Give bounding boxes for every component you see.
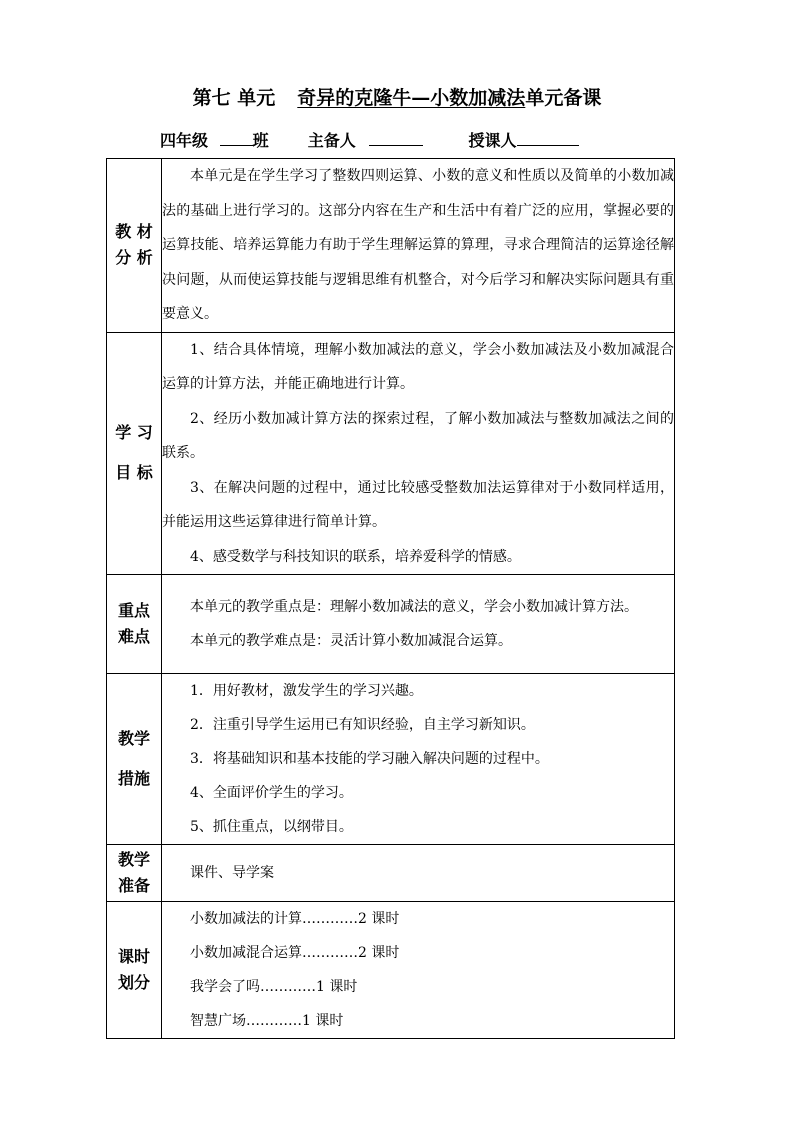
planner-blank[interactable]: [369, 131, 423, 146]
class-suffix: 班: [252, 131, 269, 150]
planner-label: 主备人: [307, 131, 356, 150]
goals-content: [162, 332, 675, 575]
measure-item: 4、全面评价学生的学习。: [190, 785, 353, 801]
prep-row: [107, 845, 675, 902]
measures-label: 教学 措施: [107, 674, 162, 845]
measures-row: [107, 674, 675, 845]
header-info: [160, 128, 680, 151]
teacher-blank[interactable]: [517, 131, 579, 146]
goal-item: 4、感受数学与科技知识的联系，培养爱科学的情感。: [190, 548, 521, 565]
goals-row: [107, 332, 675, 575]
key-point-text: 本单元的教学重点是：理解小数加减法的意义，学会小数加减计算方法。: [190, 598, 638, 615]
schedule-item: 智慧广场…………1 课时: [190, 1013, 344, 1029]
schedule-item: 我学会了吗…………1 课时: [190, 979, 358, 995]
measure-item: 2．注重引导学生运用已有知识经验，自主学习新知识。: [190, 717, 535, 733]
goal-item: 3、在解决问题的过程中，通过比较感受整数加法运算律对于小数同样适用，并能运用这些运算律进行简单计算。: [162, 479, 674, 530]
analysis-content: [162, 159, 675, 333]
title-suffix: 单元备课: [525, 87, 602, 109]
measures-content: [162, 674, 675, 845]
key-row: [107, 575, 675, 674]
measure-item: 1．用好教材，激发学生的学习兴趣。: [190, 683, 423, 699]
unit-topic: 奇异的克隆牛—小数加减法: [297, 87, 526, 109]
measure-item: 5、抓住重点，以纲带目。: [190, 819, 353, 835]
goal-item: 2、经历小数加减计算方法的探索过程，了解小数加减法与整数加减法之间的联系。: [162, 410, 674, 461]
unit-label: 第七 单元: [192, 87, 276, 109]
prep-content: [162, 845, 675, 902]
lesson-plan-table: [106, 158, 675, 1039]
goal-item: 1、结合具体情境，理解小数加减法的意义，学会小数加减法及小数加减混合运算的计算方法，并能正确地进行计算。: [162, 341, 674, 392]
goals-label: 学 习 目 标: [107, 332, 162, 575]
measure-item: 3．将基础知识和基本技能的学习融入解决问题的过程中。: [190, 751, 549, 767]
prep-label: 教学 准备: [107, 845, 162, 902]
schedule-item: 小数加减法的计算…………2 课时: [190, 911, 400, 927]
analysis-label: 教 材 分 析: [107, 159, 162, 333]
schedule-content: [162, 902, 675, 1039]
grade-label: 四年级: [160, 131, 209, 150]
document-title: [0, 83, 794, 110]
key-label: 重点 难点: [107, 575, 162, 674]
analysis-row: [107, 159, 675, 333]
schedule-row: [107, 902, 675, 1039]
difficulty-text: 本单元的教学难点是：灵活计算小数加减混合运算。: [190, 633, 512, 649]
analysis-text: 本单元是在学生学习了整数四则运算、小数的意义和性质以及简单的小数加减法的基础上进行学习的。这部分内容在生产和生活中有着广泛的应用，掌握必要的运算技能、培养运算能力有助于学生理解运算的算理，寻求合理简洁的运算途径解决问题，从而使运算技能与逻辑思维有机整合，对今后学习和解决实际问题具有重要意义。: [162, 168, 674, 322]
class-blank[interactable]: [220, 131, 253, 146]
prep-text: 课件、导学案: [190, 865, 274, 881]
schedule-label: 课时 划分: [107, 902, 162, 1039]
teacher-label: 授课人: [468, 131, 517, 150]
schedule-item: 小数加减混合运算…………2 课时: [190, 945, 400, 961]
key-content: [162, 575, 675, 674]
